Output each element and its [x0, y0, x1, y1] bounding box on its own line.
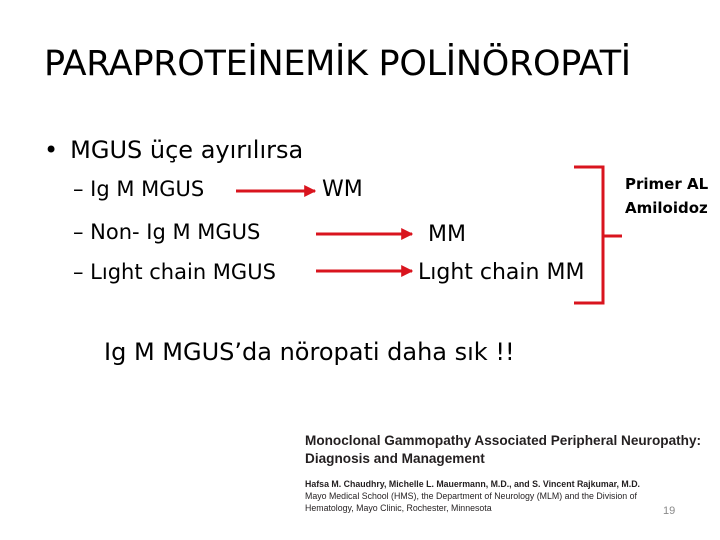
subitem-igm-mgus: – Ig M MGUS — [73, 177, 205, 201]
target-wm: WM — [322, 177, 363, 202]
side-label-line2: Amiloidoz — [625, 199, 708, 217]
bracket — [574, 167, 603, 303]
subitem-light-chain-mgus: – Lıght chain MGUS — [73, 260, 276, 284]
slide-title: PARAPROTEİNEMİK POLİNÖROPATİ — [44, 44, 631, 84]
target-mm: MM — [428, 222, 466, 247]
reference-title-line1: Monoclonal Gammopathy Associated Peripheral Neuropathy: — [305, 433, 702, 448]
reference-citation-image — [305, 432, 720, 540]
target-light-chain-mm: Lıght chain MM — [418, 260, 585, 285]
bullet-dot: • — [44, 136, 59, 164]
note-text: Ig M MGUS’da nöropati daha sık !! — [104, 338, 515, 366]
reference-authors: Hafsa M. Chaudhry, Michelle L. Mauermann, M.D., and S. Vincent Rajkumar, M.D. — [305, 479, 641, 489]
reference-affiliation-line2: Hematology, Mayo Clinic, Rochester, Minnesota — [305, 503, 492, 513]
side-label-amyloidosis — [625, 172, 708, 220]
page-number: 19 — [663, 505, 676, 517]
reference-affiliation-line1: Mayo Medical School (HMS), the Department of Neurology (MLM) and the Division of — [305, 491, 637, 501]
bullet-text: MGUS üçe ayırılırsa — [70, 136, 304, 164]
reference-title-line2: Diagnosis and Management — [305, 451, 485, 466]
subitem-non-igm-mgus: – Non- Ig M MGUS — [73, 220, 261, 244]
side-label-line1: Primer AL — [625, 175, 709, 193]
